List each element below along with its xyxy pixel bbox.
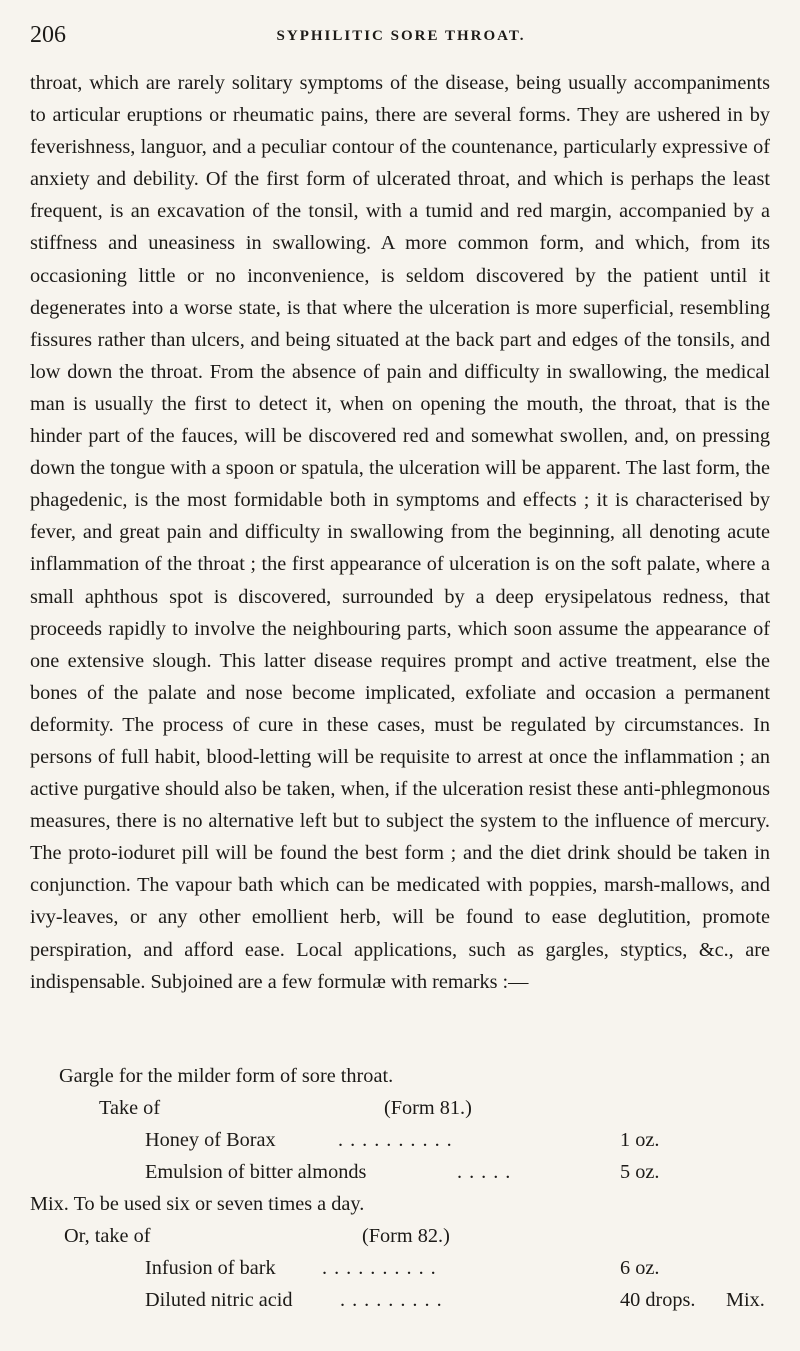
running-title: SYPHILITIC SORE THROAT. <box>276 28 526 44</box>
form82-take-of: Or, take of <box>64 1225 151 1247</box>
form82-ingredient-qty: 40 drops. <box>620 1289 696 1311</box>
form81-ingredient-leader: ..... <box>457 1161 518 1183</box>
gargle-intro: Gargle for the milder form of sore throat. <box>59 1065 394 1087</box>
form81-ingredient-leader: .......... <box>338 1129 459 1151</box>
page-number: 206 <box>30 22 66 48</box>
form81-directions: Mix. To be used six or seven times a day. <box>30 1193 365 1215</box>
form81-ingredient-name: Emulsion of bitter almonds <box>145 1161 367 1183</box>
form81-ingredient-name: Honey of Borax <box>145 1129 276 1151</box>
form81-ingredient-qty: 1 oz. <box>620 1129 660 1151</box>
body-paragraph: throat, which are rarely solitary symptoms of the disease, being usually accompaniments to articular eruptions or rheumatic pains, there are several forms. They are ushered in by feverishness, languor, and a peculiar contour of the countenance, particularly expressive of anxiety and debility. Of the first form of ulcerated throat, and which is perhaps the least frequent, is an excavation of the tonsil, with a tumid and red margin, accompanied by a stiffness and uneasiness in swallowing. A more common form, and which, from its occasioning little or no inconvenience, is seldom discovered by the patient until it degenerates into a worse state, is that where the ulceration is more superficial, resembling fissures rather than ulcers, and being situated at the back part and edges of the tonsils, and low down the throat. From the absence of pain and difficulty in swallowing, the medical man is usually the first to detect it, when on opening the mouth, the throat, that is the hinder part of the fauces, will be discovered red and somewhat swollen, and, on pressing down the tongue with a spoon or spatula, the ulceration will be apparent. The last form, the phagedenic, is the most formidable both in symptoms and effects ; it is characterised by fever, and great pain and difficulty in swallowing from the beginning, all denoting acute inflammation of the throat ; the first appearance of ulceration is on the soft palate, where a small aphthous spot is discovered, surrounded by a deep erysipelatous redness, that proceeds rapidly to involve the neighbouring parts, which soon assume the appearance of one extensive slough. This latter disease requires prompt and active treatment, else the bones of the palate and nose become implicated, exfoliate and occasion a permanent deformity. The process of cure in these cases, must be regulated by circumstances. In persons of full habit, blood-letting will be requisite to arrest at once the inflammation ; an active purgative should also be taken, when, if the ulceration resist these anti-phlegmonous measures, there is no alternative left but to subject the system to the influence of mercury. The proto-ioduret pill will be found the best form ; and the diet drink should be taken in conjunction. The vapour bath which can be medicated with poppies, marsh-mallows, and ivy-leaves, or any other emollient herb, will be found to ease deglutition, promote perspiration, and afford ease. Local applications, such as gargles, styptics, &c., are indispensable. Subjoined are a few formulæ with remarks :— <box>30 72 770 993</box>
form82-trailing-mix: Mix. <box>726 1289 765 1311</box>
page-header <box>30 22 772 52</box>
form82-ingredient-leader: .......... <box>322 1257 443 1279</box>
form81-take-of: Take of <box>99 1097 161 1119</box>
form82-label: (Form 82.) <box>362 1225 450 1247</box>
form82-ingredient-name: Diluted nitric acid <box>145 1289 293 1311</box>
form82-ingredient-qty: 6 oz. <box>620 1257 660 1279</box>
form82-ingredient-leader: ......... <box>340 1289 449 1311</box>
form82-ingredient-name: Infusion of bark <box>145 1257 276 1279</box>
form81-label: (Form 81.) <box>384 1097 472 1119</box>
form81-ingredient-qty: 5 oz. <box>620 1161 660 1183</box>
